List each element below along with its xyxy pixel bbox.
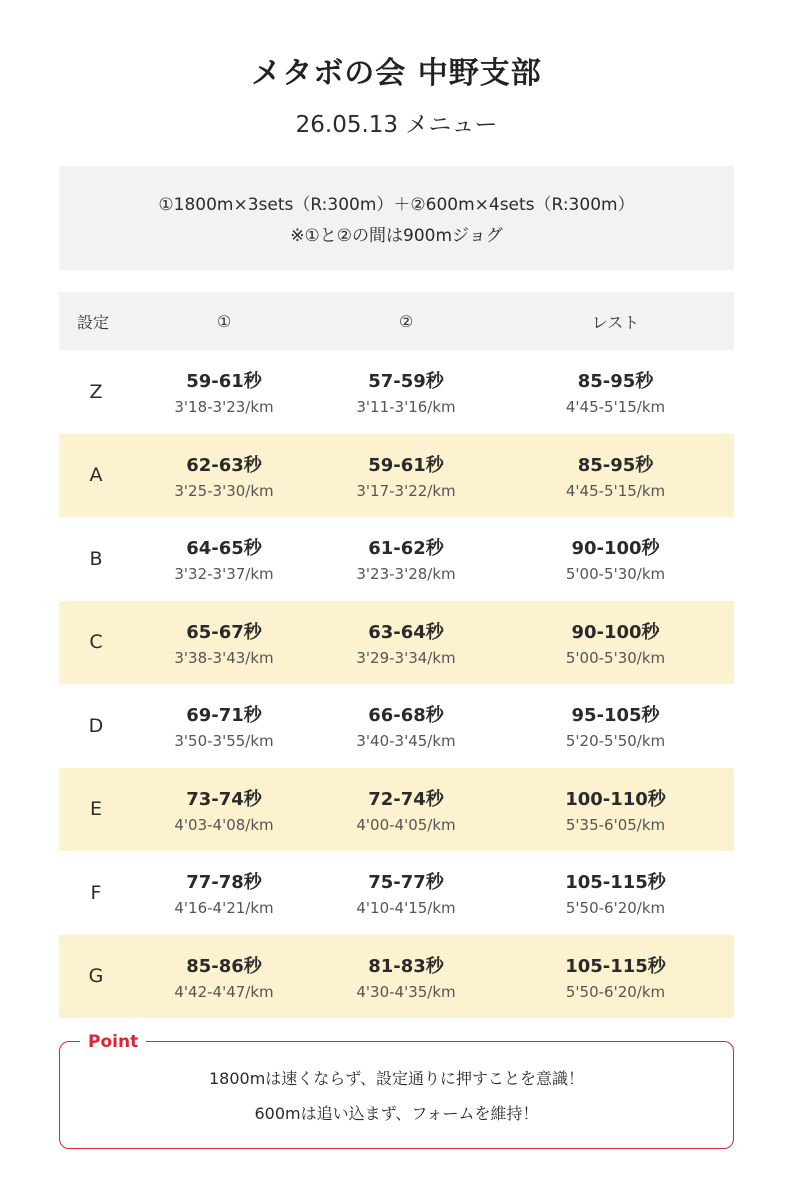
workout-menu-box bbox=[59, 166, 734, 270]
grade-label: C bbox=[89, 631, 103, 654]
set1-values bbox=[133, 868, 315, 917]
set1-cell bbox=[133, 451, 315, 500]
rest-values bbox=[497, 952, 734, 1001]
set1-pace: 4'03-4'08/km bbox=[174, 815, 274, 834]
set2-cell bbox=[315, 868, 497, 917]
rest-pace: 5'00-5'30/km bbox=[565, 565, 666, 584]
set2-cell bbox=[315, 534, 497, 583]
rest-seconds: 90-100秒 bbox=[571, 538, 660, 560]
set2-seconds: 66-68秒 bbox=[368, 705, 444, 727]
set2-values bbox=[315, 367, 497, 416]
table-header-row bbox=[59, 292, 734, 350]
set1-values bbox=[133, 451, 315, 500]
rest-seconds: 100-110秒 bbox=[565, 788, 666, 810]
table-row bbox=[59, 768, 734, 852]
set2-seconds: 72-74秒 bbox=[368, 788, 444, 810]
grade-label: F bbox=[90, 881, 102, 904]
pace-table bbox=[59, 292, 734, 1018]
menu-line-1: ①1800m×3sets（R:300m）＋②600m×4sets（R:300m） bbox=[158, 195, 635, 215]
set1-pace: 3'50-3'55/km bbox=[174, 732, 274, 751]
menu-date-subtitle: 26.05.13 メニュー bbox=[295, 112, 498, 138]
rest-seconds: 105-115秒 bbox=[565, 872, 666, 894]
rest-seconds: 90-100秒 bbox=[571, 621, 660, 643]
set1-values bbox=[133, 534, 315, 583]
point-label: Point bbox=[80, 1031, 146, 1053]
set2-seconds: 61-62秒 bbox=[368, 538, 444, 560]
set1-seconds: 85-86秒 bbox=[186, 955, 262, 977]
set2-pace: 3'23-3'28/km bbox=[356, 565, 456, 584]
rest-values bbox=[497, 367, 734, 416]
grade-label: G bbox=[88, 965, 104, 988]
set2-cell bbox=[315, 451, 497, 500]
table-row bbox=[59, 517, 734, 601]
grade-label: A bbox=[89, 464, 103, 487]
rest-seconds: 105-115秒 bbox=[565, 955, 666, 977]
rest-pace: 4'45-5'15/km bbox=[565, 481, 666, 500]
rest-pace: 5'50-6'20/km bbox=[565, 982, 666, 1001]
table-row bbox=[59, 434, 734, 518]
set2-seconds: 59-61秒 bbox=[368, 454, 444, 476]
set2-pace: 3'29-3'34/km bbox=[356, 648, 456, 667]
set2-values bbox=[315, 701, 497, 750]
rest-pace: 5'35-6'05/km bbox=[565, 815, 666, 834]
rest-cell bbox=[497, 952, 734, 1001]
set2-cell bbox=[315, 785, 497, 834]
rest-cell bbox=[497, 367, 734, 416]
table-row bbox=[59, 350, 734, 434]
set2-pace: 3'17-3'22/km bbox=[356, 481, 456, 500]
set1-cell bbox=[133, 785, 315, 834]
menu-line-2: ※①と②の間は900mジョグ bbox=[290, 226, 503, 246]
set2-values bbox=[315, 618, 497, 667]
rest-seconds: 85-95秒 bbox=[577, 454, 654, 476]
rest-values bbox=[497, 868, 734, 917]
set2-values bbox=[315, 785, 497, 834]
set1-seconds: 77-78秒 bbox=[186, 872, 262, 894]
set1-cell bbox=[133, 534, 315, 583]
set1-seconds: 69-71秒 bbox=[186, 705, 262, 727]
point-box bbox=[59, 1041, 734, 1149]
set2-pace: 4'00-4'05/km bbox=[356, 815, 456, 834]
rest-cell bbox=[497, 701, 734, 750]
point-line-2: 600mは追い込まず、フォームを維持！ bbox=[254, 1104, 539, 1123]
grade-label: Z bbox=[89, 380, 103, 403]
table-row bbox=[59, 684, 734, 768]
set1-values bbox=[133, 367, 315, 416]
set2-seconds: 63-64秒 bbox=[368, 621, 444, 643]
rest-pace: 5'00-5'30/km bbox=[565, 648, 666, 667]
set1-seconds: 73-74秒 bbox=[186, 788, 262, 810]
set1-cell bbox=[133, 952, 315, 1001]
header-setting: 設定 bbox=[77, 312, 110, 332]
set1-values bbox=[133, 618, 315, 667]
table-row bbox=[59, 935, 734, 1019]
rest-values bbox=[497, 618, 734, 667]
set1-pace: 4'42-4'47/km bbox=[174, 982, 274, 1001]
grade-label: D bbox=[88, 714, 104, 737]
rest-pace: 5'50-6'20/km bbox=[565, 899, 666, 918]
rest-values bbox=[497, 701, 734, 750]
set1-pace: 3'18-3'23/km bbox=[174, 398, 274, 417]
set2-cell bbox=[315, 367, 497, 416]
set1-cell bbox=[133, 367, 315, 416]
grade-label: B bbox=[89, 547, 103, 570]
rest-values bbox=[497, 451, 734, 500]
rest-pace: 5'20-5'50/km bbox=[565, 732, 666, 751]
set2-seconds: 75-77秒 bbox=[368, 872, 444, 894]
set1-seconds: 64-65秒 bbox=[186, 538, 262, 560]
page-title: メタボの会 中野支部 bbox=[251, 56, 542, 91]
rest-cell bbox=[497, 451, 734, 500]
set2-values bbox=[315, 868, 497, 917]
set2-seconds: 81-83秒 bbox=[368, 955, 444, 977]
set1-pace: 3'38-3'43/km bbox=[174, 648, 274, 667]
set1-values bbox=[133, 785, 315, 834]
rest-values bbox=[497, 785, 734, 834]
set1-values bbox=[133, 952, 315, 1001]
table-row bbox=[59, 601, 734, 685]
rest-seconds: 85-95秒 bbox=[577, 371, 654, 393]
rest-seconds: 95-105秒 bbox=[571, 705, 660, 727]
set2-seconds: 57-59秒 bbox=[368, 371, 444, 393]
set2-pace: 4'10-4'15/km bbox=[356, 899, 456, 918]
set2-pace: 3'40-3'45/km bbox=[356, 732, 456, 751]
set1-pace: 3'25-3'30/km bbox=[174, 481, 274, 500]
set2-cell bbox=[315, 701, 497, 750]
set2-pace: 3'11-3'16/km bbox=[356, 398, 456, 417]
set1-seconds: 62-63秒 bbox=[186, 454, 262, 476]
header-rest: レスト bbox=[591, 312, 640, 332]
point-line-1: 1800mは速くならず、設定通りに押すことを意識！ bbox=[208, 1069, 585, 1088]
table-row bbox=[59, 851, 734, 935]
rest-cell bbox=[497, 618, 734, 667]
rest-values bbox=[497, 534, 734, 583]
set1-cell bbox=[133, 701, 315, 750]
set1-seconds: 65-67秒 bbox=[186, 621, 262, 643]
set1-cell bbox=[133, 618, 315, 667]
set2-values bbox=[315, 952, 497, 1001]
set1-pace: 3'32-3'37/km bbox=[174, 565, 274, 584]
rest-pace: 4'45-5'15/km bbox=[565, 398, 666, 417]
rest-cell bbox=[497, 785, 734, 834]
set2-pace: 4'30-4'35/km bbox=[356, 982, 456, 1001]
set1-pace: 4'16-4'21/km bbox=[174, 899, 274, 918]
set1-cell bbox=[133, 868, 315, 917]
header-set-1: ① bbox=[216, 311, 232, 331]
header-set-2: ② bbox=[398, 311, 414, 331]
set1-values bbox=[133, 701, 315, 750]
rest-cell bbox=[497, 534, 734, 583]
set2-cell bbox=[315, 618, 497, 667]
set2-values bbox=[315, 451, 497, 500]
set2-values bbox=[315, 534, 497, 583]
grade-label: E bbox=[89, 798, 102, 821]
set1-seconds: 59-61秒 bbox=[186, 371, 262, 393]
table-body bbox=[59, 350, 734, 1018]
rest-cell bbox=[497, 868, 734, 917]
set2-cell bbox=[315, 952, 497, 1001]
